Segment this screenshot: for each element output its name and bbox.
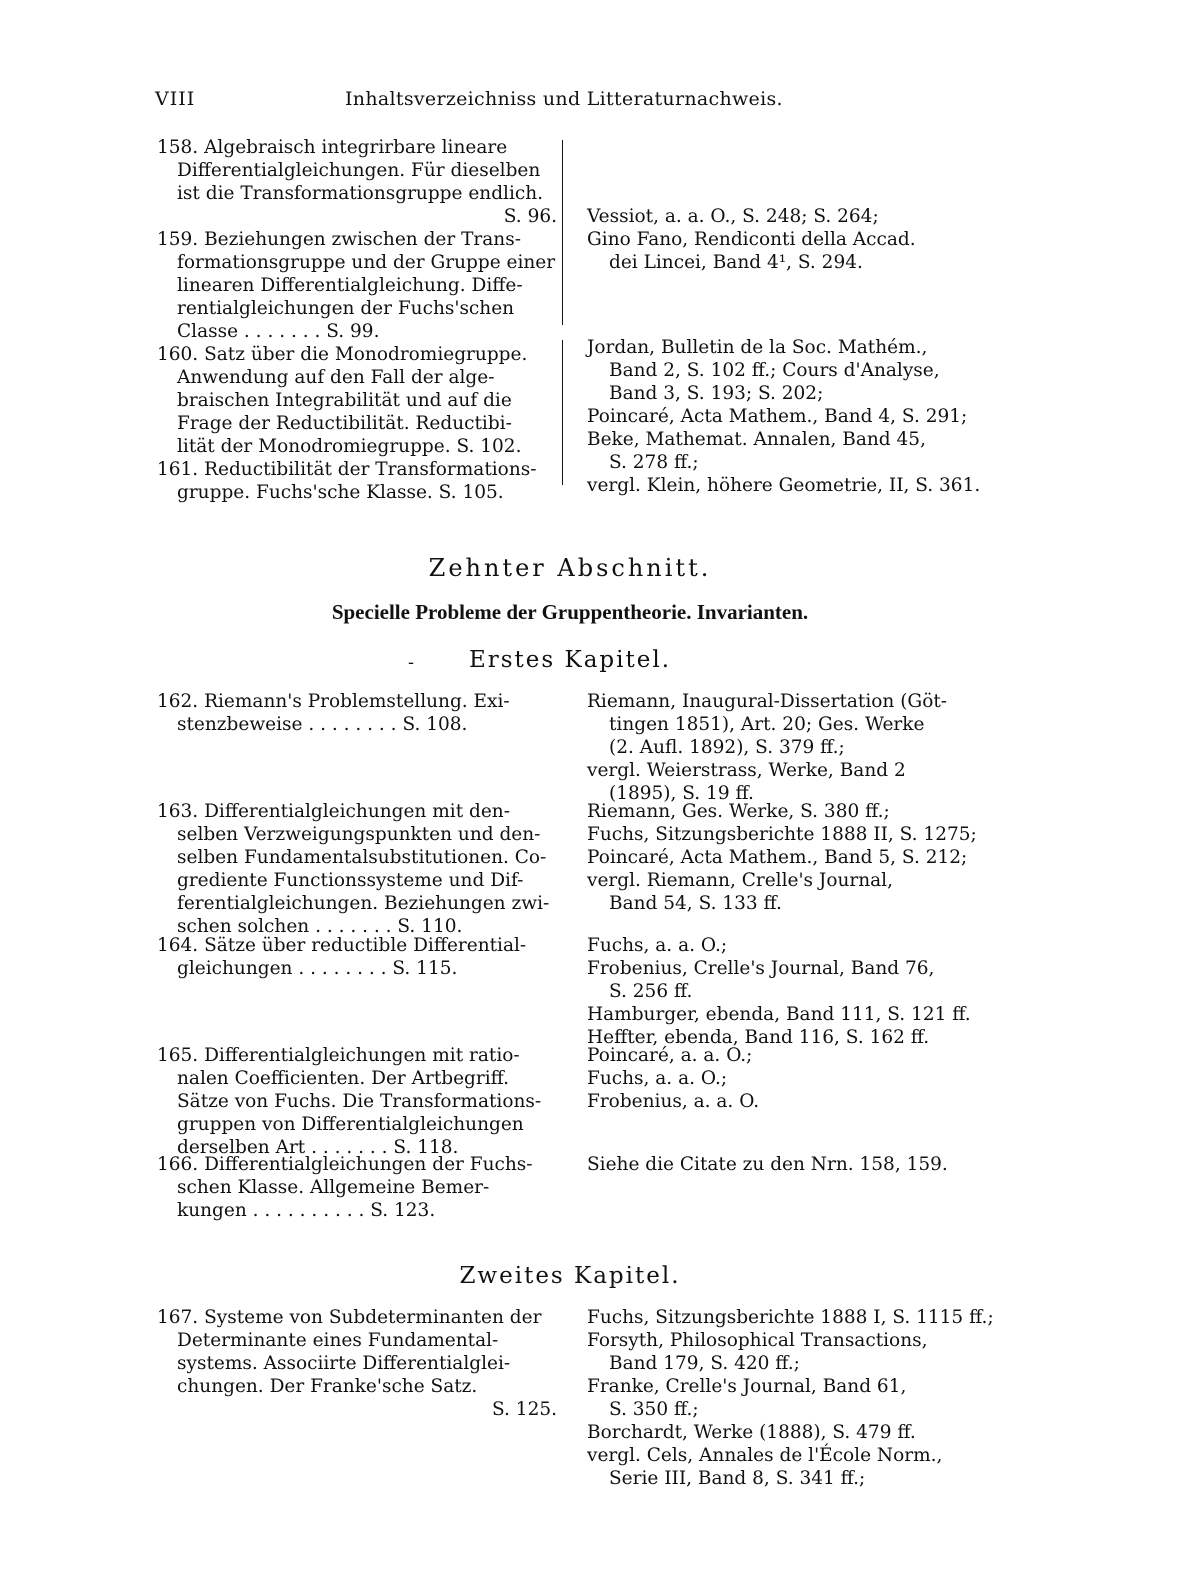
bracket-160-161 — [556, 340, 563, 485]
toc-line: selben Fundamentalsubstitutionen. Co- — [177, 847, 547, 868]
reference-line: Beke, Mathemat. Annalen, Band 45, — [587, 429, 926, 450]
toc-entry-160 — [157, 343, 557, 458]
section-subtitle: Specielle Probleme der Gruppentheorie. Invarianten. — [331, 600, 809, 624]
toc-line: gruppen von Differentialgleichungen — [177, 1114, 524, 1135]
reference-line: S. 256 ff. — [609, 981, 693, 1002]
reference-line: Poincaré, Acta Mathem., Band 4, S. 291; — [587, 406, 968, 427]
toc-page-ref: S. 125. — [492, 1399, 557, 1420]
reference-line: Fuchs, Sitzungsberichte 1888 II, S. 1275; — [587, 824, 977, 845]
toc-line: kungen . . . . . . . . . . S. 123. — [177, 1200, 436, 1221]
references-chapter1-164 — [587, 934, 987, 1049]
toc-line: 167. Systeme von Subdeterminanten der — [157, 1307, 542, 1328]
toc-entry-161 — [157, 458, 557, 504]
toc-line: 162. Riemann's Problemstellung. Exi- — [157, 691, 510, 712]
reference-line: Franke, Crelle's Journal, Band 61, — [587, 1376, 907, 1397]
reference-line: Siehe die Citate zu den Nrn. 158, 159. — [587, 1154, 948, 1175]
reference-line: (2. Aufl. 1892), S. 379 ff.; — [609, 737, 845, 758]
toc-line: Sätze von Fuchs. Die Transformations- — [177, 1091, 542, 1112]
references-chapter2 — [587, 1306, 994, 1490]
toc-line: gleichungen . . . . . . . . S. 115. — [177, 958, 458, 979]
toc-line: schen Klasse. Allgemeine Bemer- — [177, 1177, 490, 1198]
toc-entries-top — [157, 136, 557, 504]
reference-line: Band 54, S. 133 ff. — [609, 893, 782, 914]
reference-line: Fuchs, Sitzungsberichte 1888 I, S. 1115 ff.; — [587, 1307, 994, 1328]
reference-line: vergl. Klein, höhere Geometrie, II, S. 361. — [587, 475, 981, 496]
toc-line: Anwendung auf den Fall der alge- — [177, 367, 495, 388]
reference-line: vergl. Weierstrass, Werke, Band 2 — [587, 760, 906, 781]
toc-line: 160. Satz über die Monodromiegruppe. — [157, 344, 528, 365]
reference-line: Band 179, S. 420 ff.; — [609, 1353, 800, 1374]
page-number: VIII — [155, 88, 196, 110]
toc-line: 158. Algebraisch integrirbare lineare — [157, 137, 508, 158]
reference-line: tingen 1851), Art. 20; Ges. Werke — [609, 714, 925, 735]
reference-line: Riemann, Ges. Werke, S. 380 ff.; — [587, 801, 890, 822]
toc-line: 161. Reductibilität der Transformations- — [157, 459, 537, 480]
reference-line: Vessiot, a. a. O., S. 248; S. 264; — [587, 206, 879, 227]
reference-line: Fuchs, a. a. O.; — [587, 935, 728, 956]
chapter-title-2: Zweites Kapitel. — [459, 1263, 681, 1289]
toc-line: 165. Differentialgleichungen mit ratio- — [157, 1045, 520, 1066]
toc-line: 163. Differentialgleichungen mit den- — [157, 801, 510, 822]
toc-line: grediente Functionssysteme und Dif- — [177, 870, 524, 891]
reference-line: Serie III, Band 8, S. 341 ff.; — [609, 1468, 866, 1489]
toc-line: linearen Differentialgleichung. Diffe- — [177, 275, 523, 296]
toc-line: ferentialgleichungen. Beziehungen zwi- — [177, 893, 550, 914]
reference-line: Band 3, S. 193; S. 202; — [609, 383, 824, 404]
reference-line: S. 350 ff.; — [609, 1399, 699, 1420]
reference-line: Heffter, ebenda, Band 116, S. 162 ff. — [587, 1027, 930, 1048]
section-title: Zehnter Abschnitt. — [428, 554, 712, 582]
reference-line: S. 278 ff.; — [609, 452, 699, 473]
bracket-158-159 — [556, 140, 563, 325]
toc-line: selben Verzweigungspunkten und den- — [177, 824, 541, 845]
toc-entry-167 — [157, 1306, 557, 1421]
toc-line: 166. Differentialgleichungen der Fuchs- — [157, 1154, 533, 1175]
chapter-title-1: Erstes Kapitel. — [468, 647, 672, 673]
toc-line: ist die Transformationsgruppe endlich. — [177, 183, 544, 204]
toc-entry-163 — [157, 800, 557, 938]
toc-line: braischen Integrabilität und auf die — [177, 390, 512, 411]
toc-line: nalen Coefficienten. Der Artbegriff. — [177, 1068, 510, 1089]
toc-line: Classe . . . . . . . S. 99. — [177, 321, 380, 342]
toc-line: formationsgruppe und der Gruppe einer — [177, 252, 556, 273]
toc-line: 159. Beziehungen zwischen der Trans- — [157, 229, 521, 250]
reference-line: (1895), S. 19 ff. — [609, 783, 754, 804]
running-header — [155, 88, 985, 114]
stray-mark: - — [408, 652, 415, 673]
toc-line: stenzbeweise . . . . . . . . S. 108. — [177, 714, 468, 735]
toc-line: Frage der Reductibilität. Reductibi- — [177, 413, 512, 434]
toc-line: systems. Associirte Differentialglei- — [177, 1353, 511, 1374]
toc-entry-158 — [157, 136, 557, 228]
running-title: Inhaltsverzeichniss und Litteraturnachweis. — [345, 88, 783, 110]
reference-line: Forsyth, Philosophical Transactions, — [587, 1330, 928, 1351]
reference-line: Riemann, Inaugural-Dissertation (Göt- — [587, 691, 948, 712]
toc-entry-159 — [157, 228, 557, 343]
reference-line: Jordan, Bulletin de la Soc. Mathém., — [587, 337, 928, 358]
reference-line: vergl. Cels, Annales de l'École Norm., — [587, 1445, 943, 1466]
references-chapter1-166 — [587, 1153, 987, 1176]
toc-line: chungen. Der Franke'sche Satz. — [177, 1376, 478, 1397]
references-top — [587, 205, 987, 274]
toc-entry-166 — [157, 1153, 557, 1222]
toc-line: schen solchen . . . . . . . S. 110. — [177, 916, 463, 937]
reference-line: Poincaré, Acta Mathem., Band 5, S. 212; — [587, 847, 968, 868]
reference-line: Band 2, S. 102 ff.; Cours d'Analyse, — [609, 360, 940, 381]
toc-page-ref: S. 96. — [503, 206, 557, 227]
toc-entry-165 — [157, 1044, 557, 1159]
toc-line: Determinante eines Fundamental- — [177, 1330, 499, 1351]
toc-line: 164. Sätze über reductible Differential- — [157, 935, 527, 956]
reference-line: Hamburger, ebenda, Band 111, S. 121 ff. — [587, 1004, 971, 1025]
toc-line: Differentialgleichungen. Für dieselben — [177, 160, 541, 181]
references-chapter1-165 — [587, 1044, 987, 1113]
toc-entry-162 — [157, 690, 557, 736]
reference-line: Frobenius, a. a. O. — [587, 1091, 760, 1112]
references-chapter1 — [587, 690, 987, 805]
toc-line: lität der Monodromiegruppe. S. 102. — [177, 436, 522, 457]
reference-line: Frobenius, Crelle's Journal, Band 76, — [587, 958, 935, 979]
toc-line: gruppe. Fuchs'sche Klasse. S. 105. — [177, 482, 504, 503]
toc-entry-164 — [157, 934, 557, 980]
reference-line: dei Lincei, Band 4¹, S. 294. — [609, 252, 863, 273]
reference-line: Borchardt, Werke (1888), S. 479 ff. — [587, 1422, 916, 1443]
reference-line: Gino Fano, Rendiconti della Accad. — [587, 229, 916, 250]
reference-line: Poincaré, a. a. O.; — [587, 1045, 753, 1066]
reference-line: Fuchs, a. a. O.; — [587, 1068, 728, 1089]
references-chapter1-163 — [587, 800, 987, 915]
references-top-2 — [587, 336, 987, 497]
reference-line: vergl. Riemann, Crelle's Journal, — [587, 870, 893, 891]
toc-line: derselben Art . . . . . . . S. 118. — [177, 1137, 459, 1158]
toc-line: rentialgleichungen der Fuchs'schen — [177, 298, 515, 319]
